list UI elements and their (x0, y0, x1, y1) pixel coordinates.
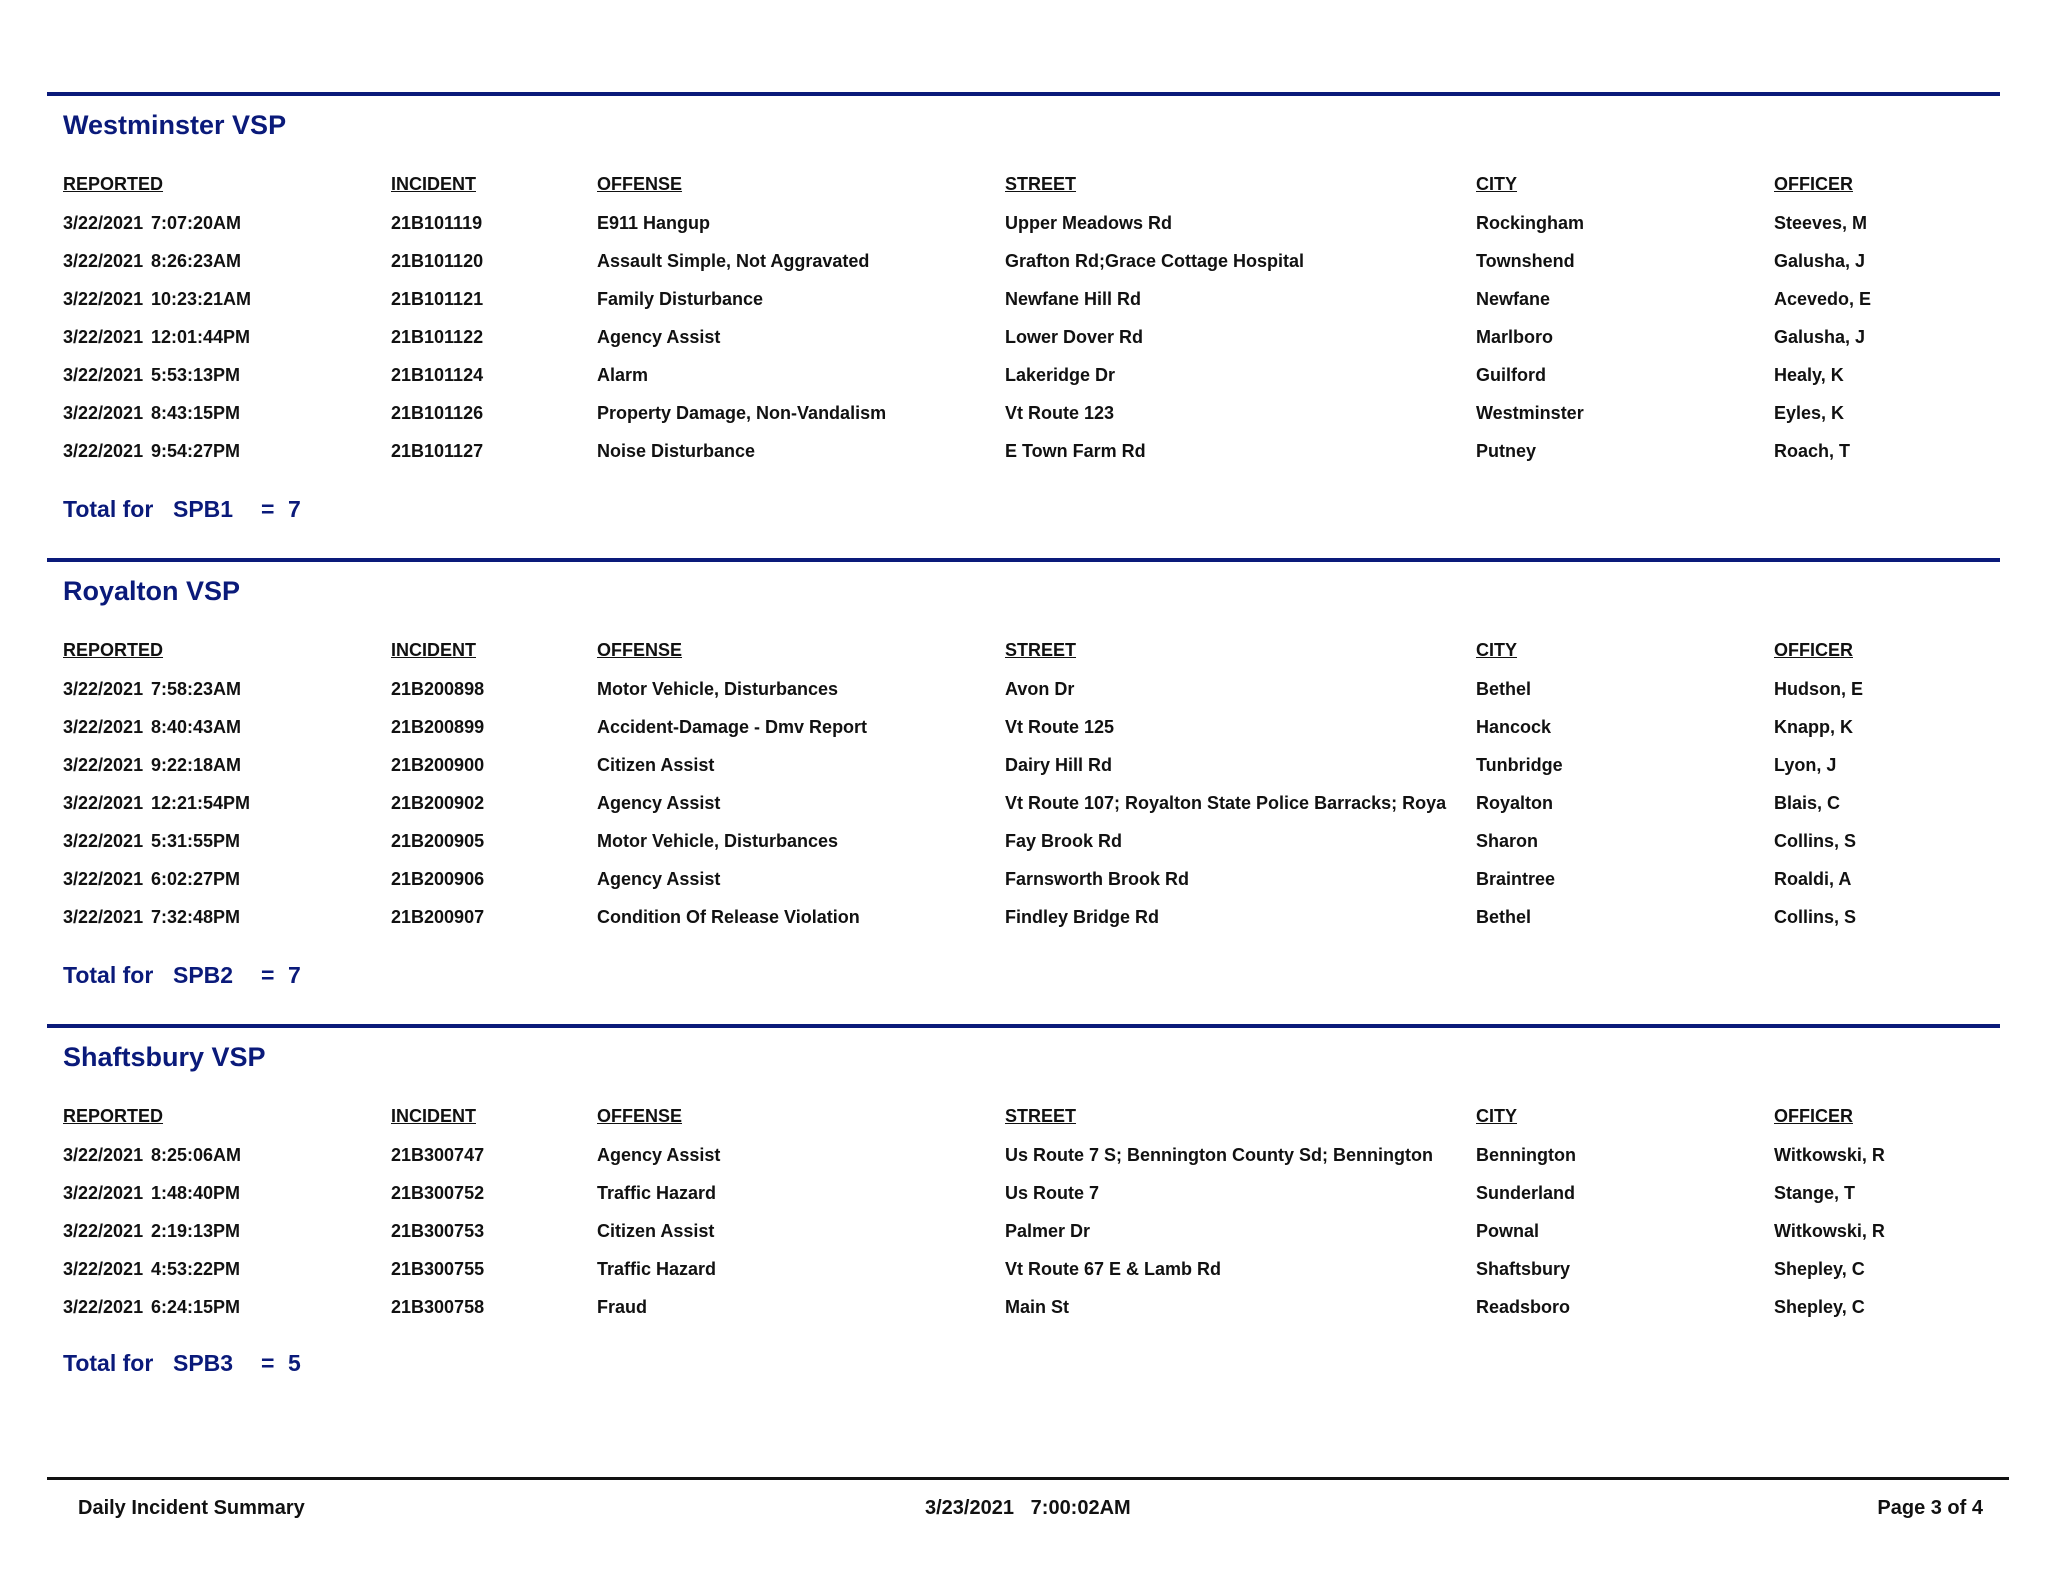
reported-date: 3/22/2021 (63, 679, 144, 699)
reported-date: 3/22/2021 (63, 793, 144, 813)
incident-cell: 21B200900 (391, 755, 485, 775)
reported-time: 8:25:06AM (151, 1145, 242, 1165)
section-title: Westminster VSP (63, 110, 287, 140)
officer-cell: Knapp, K (1774, 717, 1853, 737)
header-city: CITY (1476, 640, 1518, 660)
officer-cell: Galusha, J (1774, 251, 1866, 271)
offense-cell: Property Damage, Non-Vandalism (597, 403, 887, 423)
header-reported: REPORTED (63, 1106, 164, 1126)
offense-cell: Citizen Assist (597, 755, 715, 775)
reported-date: 3/22/2021 (63, 1183, 144, 1203)
total-label: Total for (63, 496, 154, 522)
reported-date: 3/22/2021 (63, 289, 144, 309)
reported-date: 3/22/2021 (63, 441, 144, 461)
officer-cell: Lyon, J (1774, 755, 1837, 775)
reported-date: 3/22/2021 (63, 755, 144, 775)
header-officer: OFFICER (1774, 1106, 1853, 1126)
city-cell: Hancock (1476, 717, 1552, 737)
section-divider (47, 92, 2000, 96)
reported-date: 3/22/2021 (63, 717, 144, 737)
street-cell: Grafton Rd;Grace Cottage Hospital (1005, 251, 1305, 271)
reported-cell (63, 365, 383, 386)
offense-cell: Accident-Damage - Dmv Report (597, 717, 868, 737)
officer-cell: Eyles, K (1774, 403, 1845, 423)
reported-cell (63, 1297, 383, 1318)
reported-cell (63, 755, 383, 776)
street-cell: Main St (1005, 1297, 1070, 1317)
reported-time: 6:24:15PM (151, 1297, 241, 1317)
officer-cell: Steeves, M (1774, 213, 1868, 233)
reported-time: 8:26:23AM (151, 251, 242, 271)
total-code: SPB1 (173, 496, 234, 522)
offense-cell: E911 Hangup (597, 213, 711, 233)
header-city: CITY (1476, 174, 1518, 194)
reported-time: 9:54:27PM (151, 441, 241, 461)
generated-timestamp (925, 1497, 1131, 1520)
reported-cell (63, 1145, 383, 1166)
officer-cell: Roach, T (1774, 441, 1851, 461)
header-city: CITY (1476, 1106, 1518, 1126)
header-offense: OFFENSE (597, 640, 683, 660)
city-cell: Bethel (1476, 907, 1532, 927)
total-label: Total for (63, 1350, 154, 1376)
offense-cell: Fraud (597, 1297, 648, 1317)
city-cell: Tunbridge (1476, 755, 1563, 775)
offense-cell: Motor Vehicle, Disturbances (597, 831, 839, 851)
officer-cell: Collins, S (1774, 907, 1857, 927)
section-title: Royalton VSP (63, 576, 241, 606)
reported-date: 3/22/2021 (63, 907, 144, 927)
reported-cell (63, 403, 383, 424)
city-cell: Bethel (1476, 679, 1532, 699)
offense-cell: Traffic Hazard (597, 1183, 717, 1203)
incident-cell: 21B300755 (391, 1259, 485, 1279)
street-cell: Us Route 7 (1005, 1183, 1100, 1203)
officer-cell: Shepley, C (1774, 1259, 1865, 1279)
reported-time: 5:31:55PM (151, 831, 241, 851)
reported-time: 12:21:54PM (151, 793, 251, 813)
total-count: 7 (288, 496, 301, 522)
reported-cell (63, 289, 383, 310)
reported-time: 7:32:48PM (151, 907, 241, 927)
generated-date: 3/23/2021 (925, 1497, 1014, 1519)
reported-time: 2:19:13PM (151, 1221, 241, 1241)
header-reported: REPORTED (63, 174, 164, 194)
offense-cell: Alarm (597, 365, 649, 385)
incident-cell: 21B200902 (391, 793, 485, 813)
reported-time: 5:53:13PM (151, 365, 241, 385)
reported-cell (63, 327, 383, 348)
reported-cell (63, 1183, 383, 1204)
reported-cell (63, 907, 383, 928)
officer-cell: Healy, K (1774, 365, 1844, 385)
city-cell: Guilford (1476, 365, 1546, 385)
offense-cell: Agency Assist (597, 1145, 721, 1165)
total-code: SPB3 (173, 1350, 234, 1376)
street-cell: Palmer Dr (1005, 1221, 1091, 1241)
offense-cell: Traffic Hazard (597, 1259, 717, 1279)
incident-cell: 21B200907 (391, 907, 485, 927)
reported-time: 8:40:43AM (151, 717, 242, 737)
city-cell: Westminster (1476, 403, 1584, 423)
reported-date: 3/22/2021 (63, 1297, 144, 1317)
offense-cell: Noise Disturbance (597, 441, 756, 461)
officer-cell: Stange, T (1774, 1183, 1856, 1203)
reported-cell (63, 1259, 383, 1280)
reported-time: 8:43:15PM (151, 403, 241, 423)
section-divider (47, 558, 2000, 562)
street-cell: Lower Dover Rd (1005, 327, 1144, 347)
street-cell: Lakeridge Dr (1005, 365, 1116, 385)
reported-cell (63, 793, 383, 814)
total-equals: = (261, 496, 275, 522)
reported-date: 3/22/2021 (63, 1221, 144, 1241)
reported-time: 4:53:22PM (151, 1259, 241, 1279)
city-cell: Townshend (1476, 251, 1575, 271)
reported-time: 7:07:20AM (151, 213, 242, 233)
reported-date: 3/22/2021 (63, 1259, 144, 1279)
reported-cell (63, 679, 383, 700)
report-name: Daily Incident Summary (78, 1497, 305, 1519)
incident-cell: 21B300753 (391, 1221, 485, 1241)
reported-date: 3/22/2021 (63, 327, 144, 347)
header-offense: OFFENSE (597, 174, 683, 194)
street-cell: Avon Dr (1005, 679, 1075, 699)
reported-date: 3/22/2021 (63, 869, 144, 889)
city-cell: Marlboro (1476, 327, 1554, 347)
total-label: Total for (63, 962, 154, 988)
city-cell: Braintree (1476, 869, 1556, 889)
street-cell: Upper Meadows Rd (1005, 213, 1173, 233)
incident-cell: 21B200898 (391, 679, 485, 699)
city-cell: Readsboro (1476, 1297, 1571, 1317)
offense-cell: Agency Assist (597, 327, 721, 347)
street-cell: Dairy Hill Rd (1005, 755, 1113, 775)
street-cell: Vt Route 67 E & Lamb Rd (1005, 1259, 1222, 1279)
header-street: STREET (1005, 174, 1077, 194)
city-cell: Sunderland (1476, 1183, 1576, 1203)
page-indicator: Page 3 of 4 (1877, 1497, 1983, 1519)
city-cell: Putney (1476, 441, 1537, 461)
reported-date: 3/22/2021 (63, 365, 144, 385)
incident-cell: 21B101124 (391, 365, 484, 385)
street-cell: Fay Brook Rd (1005, 831, 1123, 851)
city-cell: Shaftsbury (1476, 1259, 1571, 1279)
offense-cell: Agency Assist (597, 869, 721, 889)
reported-date: 3/22/2021 (63, 213, 144, 233)
header-incident: INCIDENT (391, 1106, 476, 1126)
footer-divider (47, 1477, 2009, 1480)
reported-date: 3/22/2021 (63, 1145, 144, 1165)
header-offense: OFFENSE (597, 1106, 683, 1126)
incident-cell: 21B300758 (391, 1297, 485, 1317)
officer-cell: Hudson, E (1774, 679, 1863, 699)
officer-cell: Collins, S (1774, 831, 1857, 851)
total-count: 5 (288, 1350, 301, 1376)
incident-cell: 21B200906 (391, 869, 485, 889)
offense-cell: Citizen Assist (597, 1221, 715, 1241)
reported-cell (63, 1221, 383, 1242)
header-officer: OFFICER (1774, 174, 1853, 194)
header-street: STREET (1005, 640, 1077, 660)
offense-cell: Family Disturbance (597, 289, 764, 309)
section-divider (47, 1024, 2000, 1028)
officer-cell: Witkowski, R (1774, 1145, 1885, 1165)
street-cell: Vt Route 107; Royalton State Police Barracks; Roya (1005, 793, 1447, 813)
header-incident: INCIDENT (391, 174, 476, 194)
reported-date: 3/22/2021 (63, 403, 144, 423)
officer-cell: Acevedo, E (1774, 289, 1872, 309)
incident-cell: 21B300747 (391, 1145, 485, 1165)
reported-cell (63, 213, 383, 234)
street-cell: Newfane Hill Rd (1005, 289, 1142, 309)
reported-time: 12:01:44PM (151, 327, 251, 347)
reported-time: 1:48:40PM (151, 1183, 241, 1203)
reported-cell (63, 869, 383, 890)
total-code: SPB2 (173, 962, 234, 988)
incident-cell: 21B300752 (391, 1183, 485, 1203)
offense-cell: Assault Simple, Not Aggravated (597, 251, 870, 271)
header-street: STREET (1005, 1106, 1077, 1126)
reported-cell (63, 441, 383, 462)
reported-time: 9:22:18AM (151, 755, 242, 775)
total-equals: = (261, 962, 275, 988)
header-reported: REPORTED (63, 640, 164, 660)
incident-cell: 21B101120 (391, 251, 484, 271)
reported-date: 3/22/2021 (63, 831, 144, 851)
street-cell: E Town Farm Rd (1005, 441, 1146, 461)
street-cell: Findley Bridge Rd (1005, 907, 1160, 927)
reported-date: 3/22/2021 (63, 251, 144, 271)
incident-cell: 21B200899 (391, 717, 485, 737)
city-cell: Newfane (1476, 289, 1551, 309)
street-cell: Us Route 7 S; Bennington County Sd; Bennington (1005, 1145, 1433, 1165)
reported-time: 7:58:23AM (151, 679, 242, 699)
officer-cell: Blais, C (1774, 793, 1841, 813)
street-cell: Vt Route 123 (1005, 403, 1115, 423)
incident-cell: 21B200905 (391, 831, 485, 851)
officer-cell: Galusha, J (1774, 327, 1866, 347)
officer-cell: Shepley, C (1774, 1297, 1865, 1317)
incident-cell: 21B101126 (391, 403, 484, 423)
reported-time: 10:23:21AM (151, 289, 252, 309)
city-cell: Royalton (1476, 793, 1554, 813)
incident-cell: 21B101127 (391, 441, 484, 461)
total-equals: = (261, 1350, 275, 1376)
header-incident: INCIDENT (391, 640, 476, 660)
incident-cell: 21B101119 (391, 213, 483, 233)
header-officer: OFFICER (1774, 640, 1853, 660)
city-cell: Pownal (1476, 1221, 1540, 1241)
city-cell: Sharon (1476, 831, 1539, 851)
reported-time: 6:02:27PM (151, 869, 241, 889)
incident-cell: 21B101121 (391, 289, 484, 309)
reported-cell (63, 831, 383, 852)
generated-time: 7:00:02AM (1030, 1497, 1131, 1519)
reported-cell (63, 251, 383, 272)
city-cell: Rockingham (1476, 213, 1585, 233)
officer-cell: Roaldi, A (1774, 869, 1852, 889)
total-count: 7 (288, 962, 301, 988)
reported-cell (63, 717, 383, 738)
offense-cell: Condition Of Release Violation (597, 907, 860, 927)
offense-cell: Agency Assist (597, 793, 721, 813)
officer-cell: Witkowski, R (1774, 1221, 1885, 1241)
offense-cell: Motor Vehicle, Disturbances (597, 679, 839, 699)
street-cell: Vt Route 125 (1005, 717, 1115, 737)
street-cell: Farnsworth Brook Rd (1005, 869, 1190, 889)
incident-cell: 21B101122 (391, 327, 484, 347)
city-cell: Bennington (1476, 1145, 1576, 1165)
section-title: Shaftsbury VSP (63, 1042, 266, 1072)
